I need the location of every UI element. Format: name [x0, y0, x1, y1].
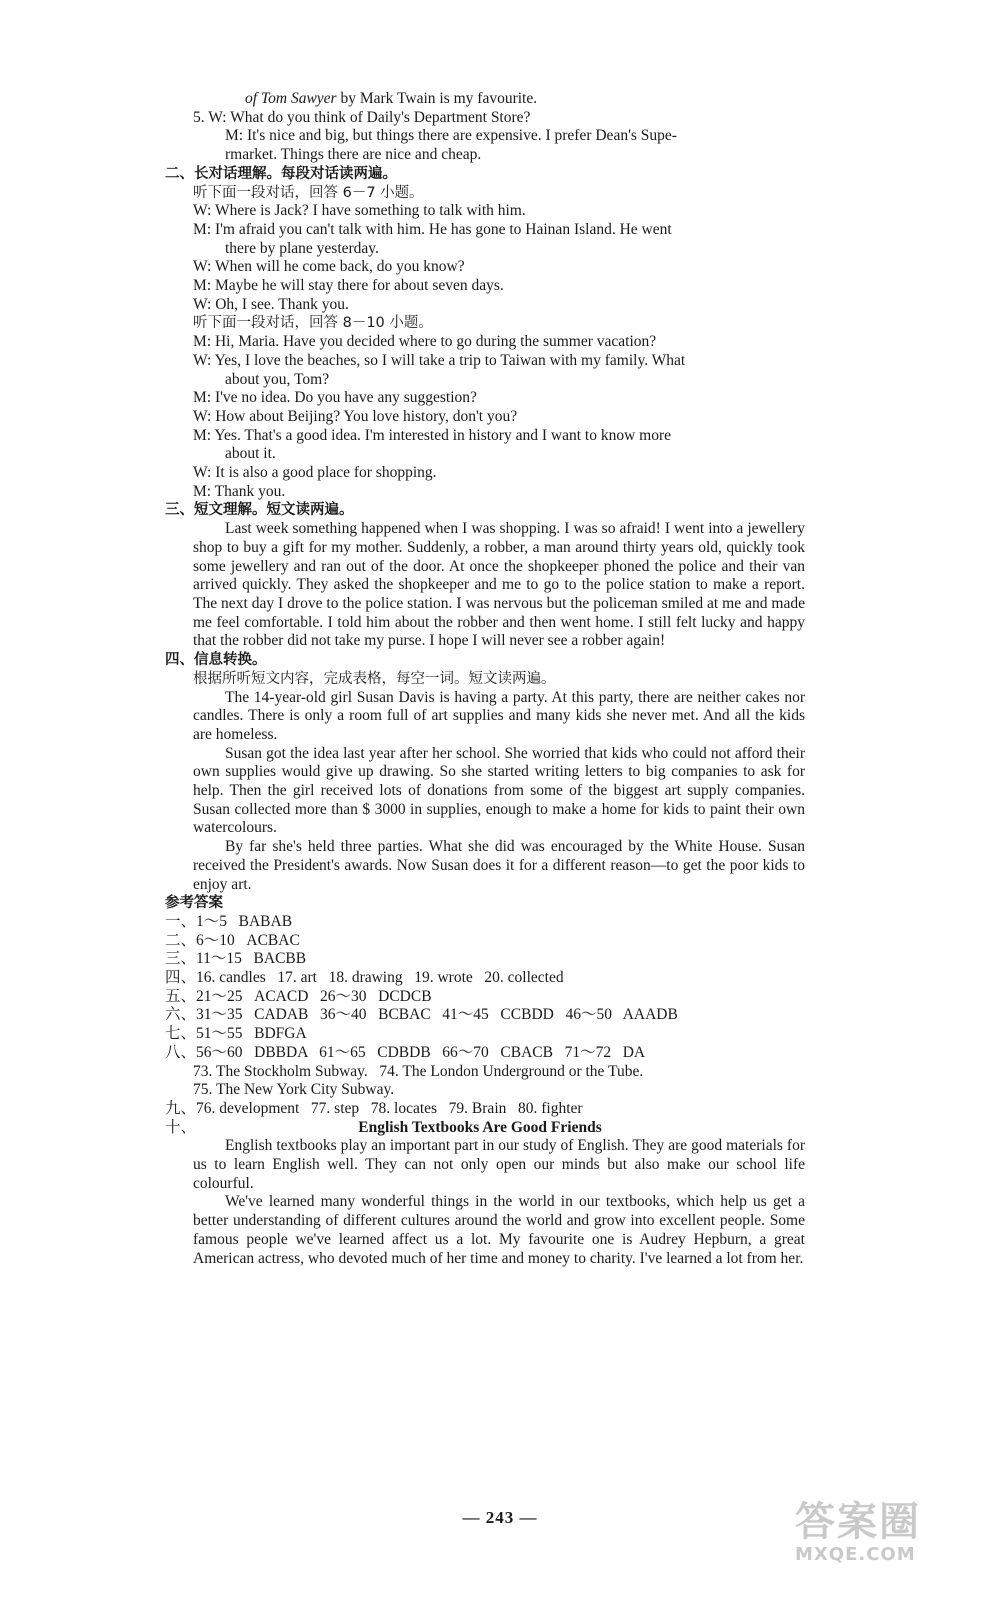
dialogue-intro: 听下面一段对话，回答 6－7 小题。	[193, 184, 424, 201]
answer-line: 五、21～25 ACACD 26～30 DCDCB	[165, 987, 432, 1005]
watermark-text: 答案圈	[795, 1499, 921, 1545]
answer-heading: 参考答案	[165, 895, 223, 912]
answer-line: 二、6～10 ACBAC	[165, 931, 300, 949]
dialogue-line: about it.	[225, 445, 276, 463]
listening-transcript-top	[165, 90, 805, 165]
answer-line: 六、31～35 CADAB 36～40 BCBAC 41～45 CCBDD 46～50 AAADB	[165, 1006, 678, 1024]
passage-paragraph: By far she's held three parties. What she did was encouraged by the White House. Susan received the President's awards. Now Susan does it for a different reason—to get the poor kids to enjoy art.	[193, 838, 805, 893]
dialogue-line: W: How about Beijing? You love history, don't you?	[193, 407, 518, 425]
text-fragment: by Mark Twain is my favourite.	[336, 90, 538, 107]
section-heading: 四、信息转换。	[165, 652, 267, 669]
text-line: rmarket. Things there are nice and cheap.	[225, 146, 482, 164]
dialogue-line: W: Where is Jack? I have something to talk with him.	[193, 202, 526, 220]
answer-line: 75. The New York City Subway.	[193, 1081, 395, 1099]
passage-paragraph: Susan got the idea last year after her school. She worried that kids who could not afford their own supplies would give up drawing. So she started writing letters to big companies to ask for help. Then the girl received lots of donations from some of the biggest art supply companies. Susan collected more than $ 3000 in supplies, enough to make a home for kids to paint their own watercolours.	[193, 744, 805, 837]
answer-line: 一、1～5 BABAB	[165, 912, 293, 930]
section-number: 十、	[165, 1118, 197, 1136]
dialogue-line: W: When will he come back, do you know?	[193, 258, 465, 276]
answer-line: 八、56～60 DBBDA 61～65 CDBDB 66～70 CBACB 71～72 DA	[165, 1043, 646, 1061]
book-title: of Tom Sawyer	[245, 90, 337, 107]
dialogue-line: M: I'm afraid you can't talk with him. He has gone to Hainan Island. He went	[193, 220, 672, 238]
text-line	[165, 90, 805, 109]
essay-paragraph: English textbooks play an important part in our study of English. They are good materials for us to learn English well. They can not only open our minds but also make our school life colourful.	[193, 1137, 805, 1192]
page-number: — 243 —	[462, 1508, 538, 1527]
answer-key	[165, 894, 805, 1268]
section-heading: 二、长对话理解。每段对话读两遍。	[165, 165, 397, 182]
dialogue-intro: 听下面一段对话，回答 8－10 小题。	[193, 315, 433, 332]
dialogue-line: M: Yes. That's a good idea. I'm interested in history and I want to know more	[193, 426, 671, 444]
dialogue-line: there by plane yesterday.	[225, 239, 379, 257]
essay-title: English Textbooks Are Good Friends	[358, 1118, 602, 1136]
section-4	[165, 651, 805, 894]
watermark-logo	[795, 1500, 970, 1570]
essay-title-row	[165, 1119, 805, 1138]
answer-line: 七、51～55 BDFGA	[165, 1025, 307, 1043]
text-line: 5. W: What do you think of Daily's Department Store?	[193, 108, 531, 126]
passage-paragraph: Last week something happened when I was shopping. I was so afraid! I went into a jewellery shop to buy a gift for my mother. Suddenly, a robber, a man around thirty years old, quickly took some jewellery and ran out of the door. At once the shopkeeper phoned the police and their van arrived quickly. They asked the shopkeeper and me to go to the police station to make a report. The next day I drove to the police station. I was nervous but the policeman smiled at me and made me feel comfortable. I told him about the robber and then went home. I still felt lucky and happy that the robber did not take my purse. I hope I will never see a robber again!	[193, 520, 805, 650]
answer-line: 三、11～15 BACBB	[165, 950, 307, 968]
answer-line: 四、16. candles 17. art 18. drawing 19. wrote 20. collected	[165, 969, 564, 987]
document-page	[165, 90, 805, 1268]
dialogue-line: W: It is also a good place for shopping.	[193, 464, 437, 482]
section-2	[165, 165, 805, 502]
answer-line: 73. The Stockholm Subway. 74. The London Underground or the Tube.	[193, 1062, 644, 1080]
text-line: M: It's nice and big, but things there are expensive. I prefer Dean's Supe-	[225, 127, 677, 145]
dialogue-line: M: I've no idea. Do you have any suggestion?	[193, 389, 477, 407]
answer-line: 九、76. development 77. step 78. locates 79. Brain 80. fighter	[165, 1099, 583, 1117]
dialogue-line: W: Yes, I love the beaches, so I will take a trip to Taiwan with my family. What	[193, 351, 686, 369]
section-3	[165, 501, 805, 651]
passage-paragraph: The 14-year-old girl Susan Davis is having a party. At this party, there are neither cakes nor candles. There is only a room full of art supplies and many kids she never met. And all the kids are homeless.	[193, 688, 805, 743]
section-instructions: 根据所听短文内容，完成表格，每空一词。短文读两遍。	[193, 670, 556, 687]
dialogue-line: W: Oh, I see. Thank you.	[193, 295, 349, 313]
dialogue-line: M: Thank you.	[193, 482, 286, 500]
section-heading: 三、短文理解。短文读两遍。	[165, 502, 354, 519]
watermark-url: MXQE.COM	[795, 1544, 916, 1565]
dialogue-line: M: Maybe he will stay there for about seven days.	[193, 277, 504, 295]
dialogue-line: M: Hi, Maria. Have you decided where to go during the summer vacation?	[193, 333, 657, 351]
essay-paragraph: We've learned many wonderful things in the world in our textbooks, which help us get a better understanding of different cultures around the world and grow into excellent people. Some famous people we've learned affect us a lot. My favourite one is Audrey Hepburn, a great American actress, who devoted much of her time and money to charity. I've learned a lot from her.	[193, 1193, 805, 1267]
dialogue-line: about you, Tom?	[225, 370, 330, 388]
